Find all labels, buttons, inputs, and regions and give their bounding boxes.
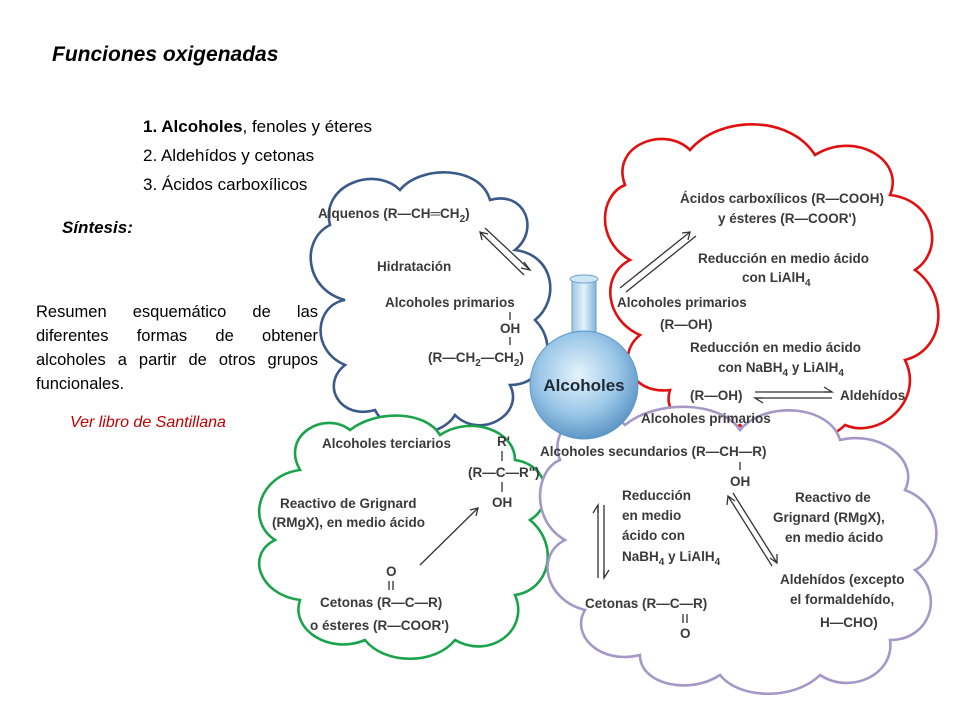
green-oh: OH (492, 495, 513, 510)
secondary-alcohols: Alcoholes secundarios (R—CH—R) (540, 444, 767, 459)
red-reduction-1a: Reducción en medio ácido (698, 251, 870, 266)
aldehydes-label: Aldehídos (840, 388, 906, 403)
red-reduction-2b: con NaBH$_4$ y LiAlH$_4$ (718, 360, 844, 379)
alkenes-label: Alquenos $(R—CH═CH_2)$ (318, 206, 470, 225)
green-grignard-1: Reactivo de Grignard (280, 496, 417, 511)
red-roh: (R—OH) (660, 317, 713, 332)
purple-aldehydes-3: H—CHO) (820, 615, 878, 630)
green-r-prime: R' (497, 434, 510, 449)
purple-ketones: Cetonas (R—C—R) (585, 596, 708, 611)
red-primary-alcohols: Alcoholes primarios (617, 295, 747, 310)
purple-oh: OH (730, 474, 751, 489)
purple-reduction-1: Reducción (622, 488, 692, 503)
topic-item-1-rest: , fenoles y éteres (242, 117, 372, 136)
topic-item-1-bold: 1. Alcoholes (143, 117, 243, 136)
blue-primary-alcohols: Alcoholes primarios (385, 295, 515, 310)
topic-item-2: 2. Aldehídos y cetonas (143, 146, 315, 165)
blue-oh-label: OH (500, 321, 521, 336)
synthesis-label: Síntesis: (62, 218, 133, 237)
purple-grignard-1: Reactivo de (795, 490, 871, 505)
book-reference: Ver libro de Santillana (70, 414, 226, 431)
topic-item-3: 3. Ácidos carboxílicos (143, 175, 308, 194)
purple-grignard-3: en medio ácido (785, 530, 884, 545)
purple-o: O (680, 626, 691, 641)
purple-reduction-3: ácido con (622, 528, 686, 543)
purple-aldehydes-2: el formaldehído, (790, 592, 895, 607)
center-label: Alcoholes (543, 376, 625, 395)
purple-grignard-2: Grignard (RMgX), (773, 510, 885, 525)
red-primary-alcohols-2: Alcoholes primarios (641, 411, 771, 426)
red-roh-2: (R—OH) (690, 388, 743, 403)
green-o: O (386, 564, 397, 579)
red-reduction-1b: con LiAlH$_4$ (742, 270, 811, 289)
green-formula: (R—C—R") (468, 465, 540, 480)
green-ketones-2: o ésteres (R—COOR') (310, 618, 449, 633)
purple-reduction-2: en medio (622, 508, 682, 523)
page-title: Funciones oxigenadas (52, 43, 279, 66)
acids-line-1: Ácidos carboxílicos (R—COOH) (680, 191, 885, 206)
green-grignard-2: (RMgX), en medio ácido (272, 515, 426, 530)
summary-text: Resumen esquemático de las diferentes formas de obtener alcoholes a partir de otros grupos funcionales. (36, 303, 318, 393)
tertiary-alcohols: Alcoholes terciarios (322, 436, 452, 451)
hydration-label: Hidratación (377, 259, 452, 274)
purple-reduction-4: NaBH$_4$ y LiAlH$_4$ (622, 549, 721, 568)
red-reduction-2a: Reducción en medio ácido (690, 340, 862, 355)
green-ketones-1: Cetonas (R—C—R) (320, 595, 443, 610)
purple-aldehydes-1: Aldehídos (excepto (780, 572, 905, 587)
acids-line-2: y ésteres (R—COOR') (718, 211, 857, 226)
blue-formula: $(R—CH_2—CH_2)$ (428, 350, 524, 369)
